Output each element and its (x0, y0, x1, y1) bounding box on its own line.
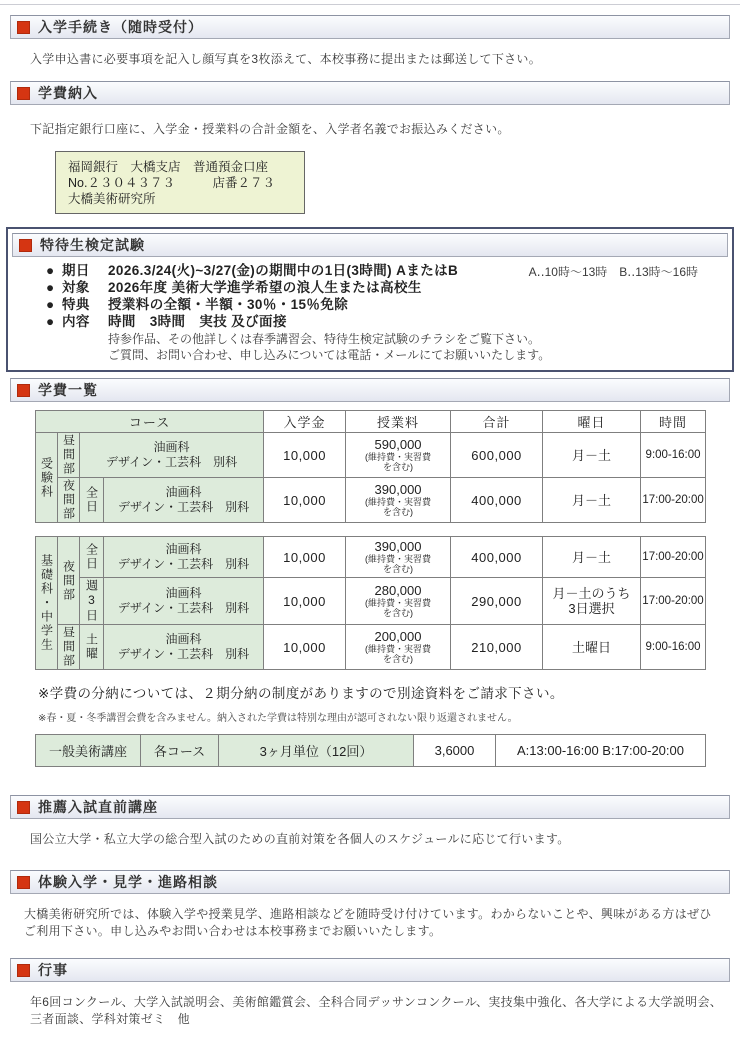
bullet-icon: ● (46, 297, 55, 312)
bullet-text: 2026年度 美術大学進学希望の浪人生または高校生 (108, 280, 422, 295)
days: 土曜日 (543, 625, 641, 670)
fee-amount: 280,000 (374, 583, 422, 598)
time: 9:00-16:00 (641, 625, 706, 670)
general-course-time: A:13:00-16:00 B:17:00-20:00 (496, 735, 706, 767)
group-label-cell (36, 433, 58, 523)
time: 9:00-16:00 (641, 433, 706, 478)
red-square-icon (17, 87, 30, 100)
bullet-text: 時間 3時間 実技 及び面接 (108, 314, 287, 329)
header-tuition-fee: 授業料 (346, 411, 451, 433)
admission-fee: 10,000 (264, 478, 346, 523)
bullet-icon: ● (46, 263, 55, 278)
bullet-label: 特典 (62, 297, 90, 312)
trial-body-line: ご利用下さい。申し込みやお問い合わせは本校事務までお願いいたします。 (24, 924, 442, 938)
bullet-icon: ● (46, 280, 55, 295)
general-course-price: 3,6000 (414, 735, 496, 767)
admission-fee: 10,000 (264, 625, 346, 670)
days: 月－土 (543, 478, 641, 523)
table-row (36, 578, 706, 625)
fee-note: を含む) (383, 608, 413, 618)
section-title: 特待生検定試験 (40, 237, 145, 253)
header-course: コース (36, 411, 264, 433)
course-line: デザイン・工芸科 別科 (117, 500, 250, 514)
total-fee: 210,000 (451, 625, 543, 670)
days: 月－土 (543, 537, 641, 578)
sub-label: 土曜 (84, 633, 99, 661)
red-square-icon (17, 21, 30, 34)
section-title: 学費一覧 (38, 382, 98, 398)
course-cell (104, 578, 264, 625)
admission-fee: 10,000 (264, 578, 346, 625)
part-cell (58, 537, 80, 625)
part-cell (58, 478, 80, 523)
bullet-label: 対象 (62, 280, 90, 295)
course-line: 油画科 (165, 542, 202, 556)
exam-time-slots-note: A‥10時～13時 B‥13時～16時 (528, 265, 698, 279)
section-header-events (10, 958, 730, 982)
refund-note: ※春・夏・冬季講習会費を含みません。納入された学費は特別な理由が認可されない限り返還されません。 (38, 713, 518, 724)
total-fee: 290,000 (451, 578, 543, 625)
tuition-table-basic-group (35, 536, 706, 670)
tuition-fee-cell (346, 433, 451, 478)
course-line: 油画科 (165, 485, 202, 499)
time: 17:00-20:00 (641, 537, 706, 578)
course-cell (80, 433, 264, 478)
table-gap (0, 523, 740, 536)
installment-note: ※学費の分納については、２期分納の制度がありますので別途資料をご請求下さい。 (38, 686, 564, 701)
header-total: 合計 (451, 411, 543, 433)
bullet-icon: ● (46, 314, 55, 329)
fee-note: (維持費・実習費 (365, 644, 431, 654)
fee-note: を含む) (383, 507, 414, 517)
bullet-label: 期日 (62, 263, 90, 278)
course-line: 油画科 (153, 440, 190, 454)
sub-label: 全日 (84, 486, 99, 514)
red-square-icon (17, 801, 30, 814)
section-title: 入学手続き（随時受付） (38, 19, 203, 35)
course-line: デザイン・工芸科 別科 (117, 557, 250, 571)
fee-note: (維持費・実習費 (365, 452, 432, 462)
tuition-fee-cell (346, 537, 451, 578)
course-line: デザイン・工芸科 別科 (117, 647, 250, 661)
days-line: 3日選択 (568, 601, 615, 616)
section-title: 行事 (38, 962, 68, 978)
pre-exam-body-text: 国公立大学・私立大学の総合型入試のための直前対策を各個人のスケジュールに応じて行います。 (30, 832, 570, 846)
account-holder-line: 大橋美術研究所 (68, 192, 156, 206)
section-header-pre-exam (10, 795, 730, 819)
fee-note: を含む) (383, 654, 413, 664)
sub-cell (80, 578, 104, 625)
course-cell (104, 537, 264, 578)
table-row (36, 433, 706, 478)
bullet-label: 内容 (62, 314, 90, 329)
fee-note: を含む) (383, 564, 413, 574)
group-label: 基礎科・中学生 (39, 554, 54, 652)
header-admission-fee: 入学金 (264, 411, 346, 433)
trial-body-text (24, 906, 726, 940)
sub-cell (80, 478, 104, 523)
table-row (36, 537, 706, 578)
section-header-tuition (10, 378, 730, 402)
scholarship-note-line: ご質問、お問い合わせ、申し込みについては電話・メールにてお願いいたします。 (108, 347, 551, 362)
fee-note: (維持費・実習費 (365, 497, 432, 507)
scholarship-exam-box (6, 227, 734, 372)
general-art-course-table (35, 734, 706, 767)
tuition-table-exam-group (35, 410, 706, 523)
scholarship-notes (108, 332, 728, 363)
events-body-line: 年6回コンクール、大学入試説明会、美術館鑑賞会、全科合同デッサンコンクール、実技集中強化、各大学による大学説明会、 (30, 995, 723, 1009)
course-line: 油画科 (165, 586, 202, 600)
admission-fee: 10,000 (264, 433, 346, 478)
admission-body-text: 入学申込書に必要事項を記入し顔写真を3枚添えて、本校事務に提出または郵送して下さい。 (30, 52, 542, 66)
time: 17:00-20:00 (641, 578, 706, 625)
total-fee: 600,000 (451, 433, 543, 478)
course-line: 油画科 (165, 632, 202, 646)
part-label: 昼間部 (61, 434, 76, 476)
total-fee: 400,000 (451, 478, 543, 523)
fee-note: を含む) (383, 462, 414, 472)
header-days: 曜日 (543, 411, 641, 433)
tuition-fee-cell (346, 478, 451, 523)
admission-fee: 10,000 (264, 537, 346, 578)
group-label: 受験科 (39, 456, 54, 499)
events-body-text (30, 994, 726, 1028)
bullet-item-benefit (46, 296, 728, 313)
fee-amount: 390,000 (374, 482, 422, 497)
section-title: 学費納入 (38, 85, 98, 101)
table-row (36, 625, 706, 670)
section-title: 推薦入試直前講座 (38, 799, 158, 815)
part-label: 夜間部 (61, 559, 76, 602)
red-square-icon (17, 876, 30, 889)
table-header-row (36, 411, 706, 433)
bullet-text: 2026.3/24(火)~3/27(金)の期間中の1日(3時間) AまたはB (108, 263, 459, 278)
bullet-text: 授業料の全額・半額・30％・15％免除 (108, 297, 349, 312)
section-header-payment (10, 81, 730, 105)
section-title: 体験入学・見学・進路相談 (38, 874, 218, 890)
fee-amount: 200,000 (374, 629, 422, 644)
general-course-type: 各コース (141, 735, 219, 767)
total-fee: 400,000 (451, 537, 543, 578)
events-body-line: 三者面談、学科対策ゼミ 他 (30, 1012, 190, 1026)
group-label-cell (36, 537, 58, 670)
table-row (36, 735, 706, 767)
sub-label: 週3日 (84, 579, 99, 623)
admissions-info-page (0, 4, 740, 1028)
part-cell (58, 625, 80, 670)
tuition-fee-cell (346, 625, 451, 670)
scholarship-note-line: 持参作品、その他詳しくは春季講習会、特待生検定試験のチラシをご覧下さい。 (108, 332, 541, 346)
general-course-unit: 3ヶ月単位（12回） (219, 735, 414, 767)
section-header-trial (10, 870, 730, 894)
fee-amount: 390,000 (374, 539, 422, 554)
top-divider (0, 4, 740, 5)
fee-note: (維持費・実習費 (365, 598, 431, 608)
bullet-item-content (46, 313, 728, 330)
table-row (36, 478, 706, 523)
course-cell (104, 478, 264, 523)
part-label: 夜間部 (61, 479, 76, 521)
course-line: デザイン・工芸科 別科 (105, 455, 238, 469)
account-number-line: No.２３０４３７３ 店番２７３ (68, 176, 275, 190)
days-cell (543, 578, 641, 625)
bullet-item-target (46, 279, 728, 296)
fee-amount: 590,000 (374, 437, 422, 452)
bank-name-line: 福岡銀行 大橋支店 普通預金口座 (68, 160, 269, 174)
course-line: デザイン・工芸科 別科 (117, 601, 250, 615)
general-course-name: 一般美術講座 (36, 735, 141, 767)
section-header-admission (10, 15, 730, 39)
sub-cell (80, 625, 104, 670)
part-label: 昼間部 (61, 626, 76, 668)
section-header-scholarship (12, 233, 728, 257)
days-line: 月－土のうち (552, 586, 631, 601)
time: 17:00-20:00 (641, 478, 706, 523)
days: 月－土 (543, 433, 641, 478)
payment-body-text: 下記指定銀行口座に、入学金・授業料の合計金額を、入学者名義でお振込みください。 (30, 122, 510, 136)
sub-label: 全日 (84, 543, 99, 571)
red-square-icon (19, 239, 32, 252)
course-cell (104, 625, 264, 670)
bank-account-box (55, 151, 305, 214)
header-time: 時間 (641, 411, 706, 433)
part-cell (58, 433, 80, 478)
red-square-icon (17, 384, 30, 397)
trial-body-line: 大橋美術研究所では、体験入学や授業見学、進路相談などを随時受け付けています。わからないことや、興味がある方はぜひ (24, 907, 712, 921)
fee-note: (維持費・実習費 (365, 554, 431, 564)
red-square-icon (17, 964, 30, 977)
sub-cell (80, 537, 104, 578)
tuition-fee-cell (346, 578, 451, 625)
